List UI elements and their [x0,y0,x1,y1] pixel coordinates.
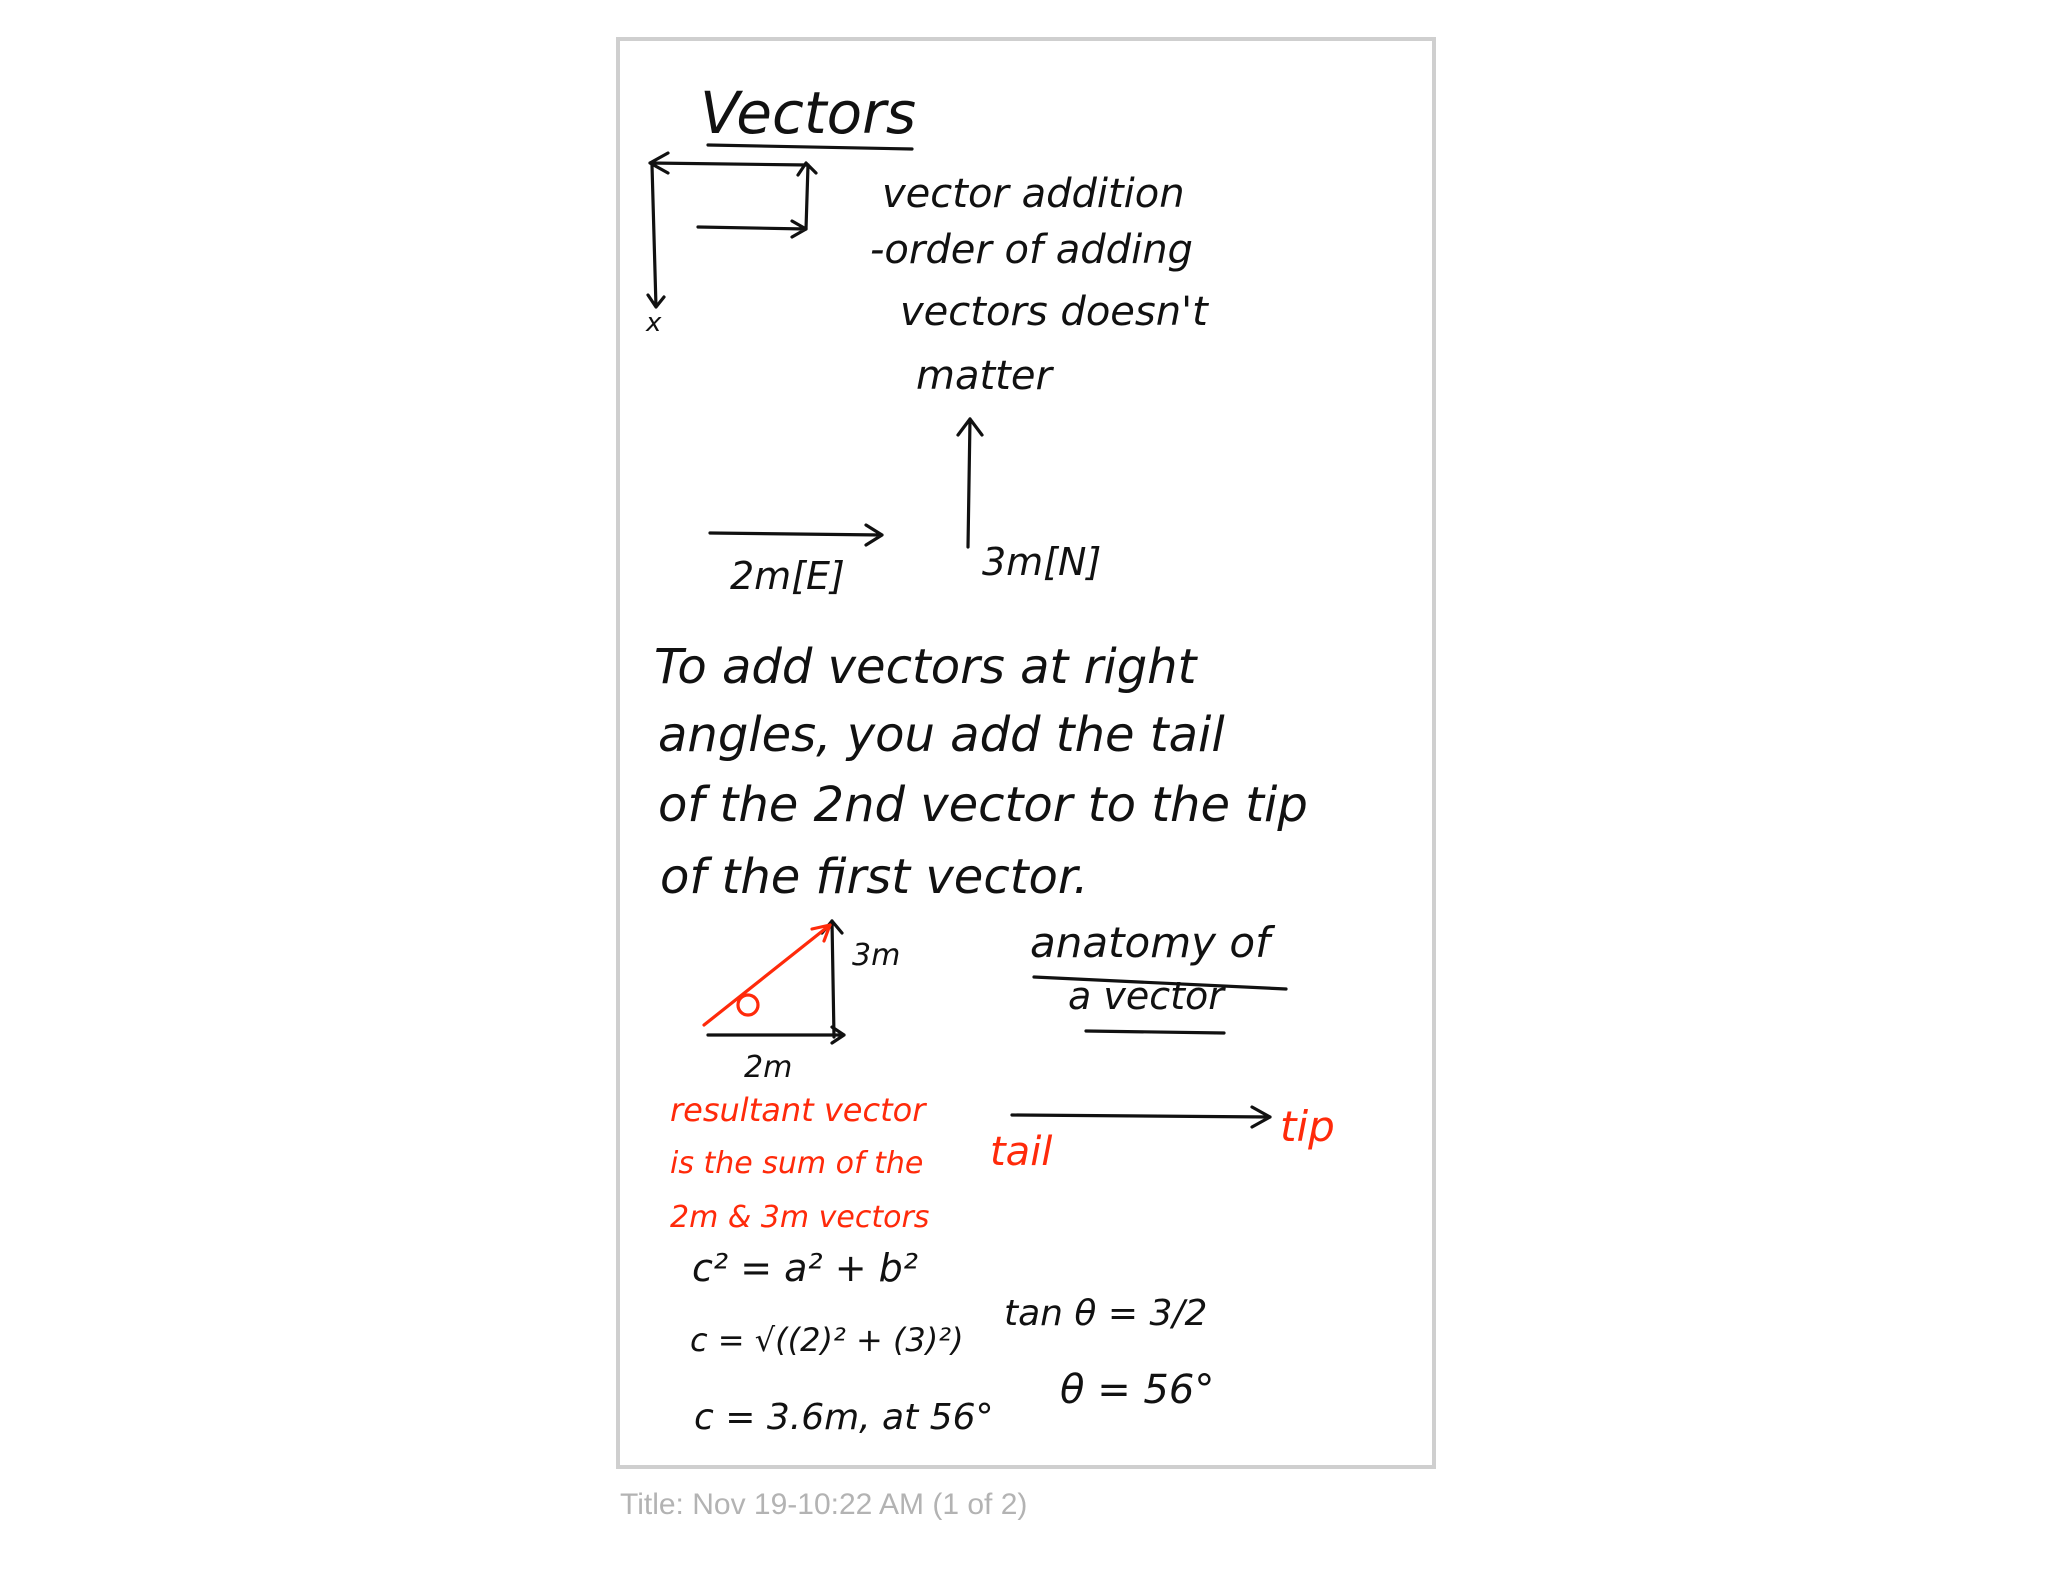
vector-addition-diagram [645,153,816,338]
note-title: Vectors [700,79,917,147]
rule-line-4: of the first vector. [660,849,1089,905]
resultant-line-1: resultant vector [670,1091,926,1129]
rule-line-2: angles, you add the tail [658,707,1225,763]
equation-substitution: c = √((2)² + (3)²) [690,1321,964,1359]
anatomy-heading-line-1: anatomy of [1030,918,1270,967]
addition-line-3: matter [916,353,1052,399]
equation-result: c = 3.6m, at 56° [694,1397,994,1438]
triangle-vertical-label: 3m [852,938,901,973]
north-vector-label: 3m[N] [982,540,1102,584]
anatomy-heading-line-2: a vector [1068,974,1224,1018]
rule-line-3: of the 2nd vector to the tip [658,777,1308,833]
anatomy-underline-2 [1086,1031,1224,1033]
right-triangle-diagram [704,921,844,1043]
whiteboard-page [616,37,1436,1469]
east-vector-label: 2m[E] [730,554,845,598]
handwritten-notes [620,41,1432,1465]
addition-heading: vector addition [882,171,1185,217]
tan-equation: tan θ = 3/2 [1004,1293,1208,1334]
anatomy-tail-label: tail [990,1129,1053,1175]
anatomy-tip-label: tip [1280,1102,1335,1151]
north-vector [958,419,982,547]
east-vector [710,525,882,545]
rule-line-1: To add vectors at right [654,639,1197,695]
resultant-line-2: is the sum of the [670,1146,924,1181]
triangle-horizontal-label: 2m [744,1050,793,1085]
addition-line-1: -order of adding [870,227,1193,273]
equation-pythagoras: c² = a² + b² [692,1246,918,1290]
addition-line-2: vectors doesn't [900,289,1208,335]
x-marker: x [646,308,662,338]
resultant-line-3: 2m & 3m vectors [670,1200,930,1235]
page-caption: Title: Nov 19-10:22 AM (1 of 2) [620,1488,1028,1521]
angle-result: θ = 56° [1060,1367,1215,1413]
anatomy-vector-arrow [1012,1107,1270,1127]
